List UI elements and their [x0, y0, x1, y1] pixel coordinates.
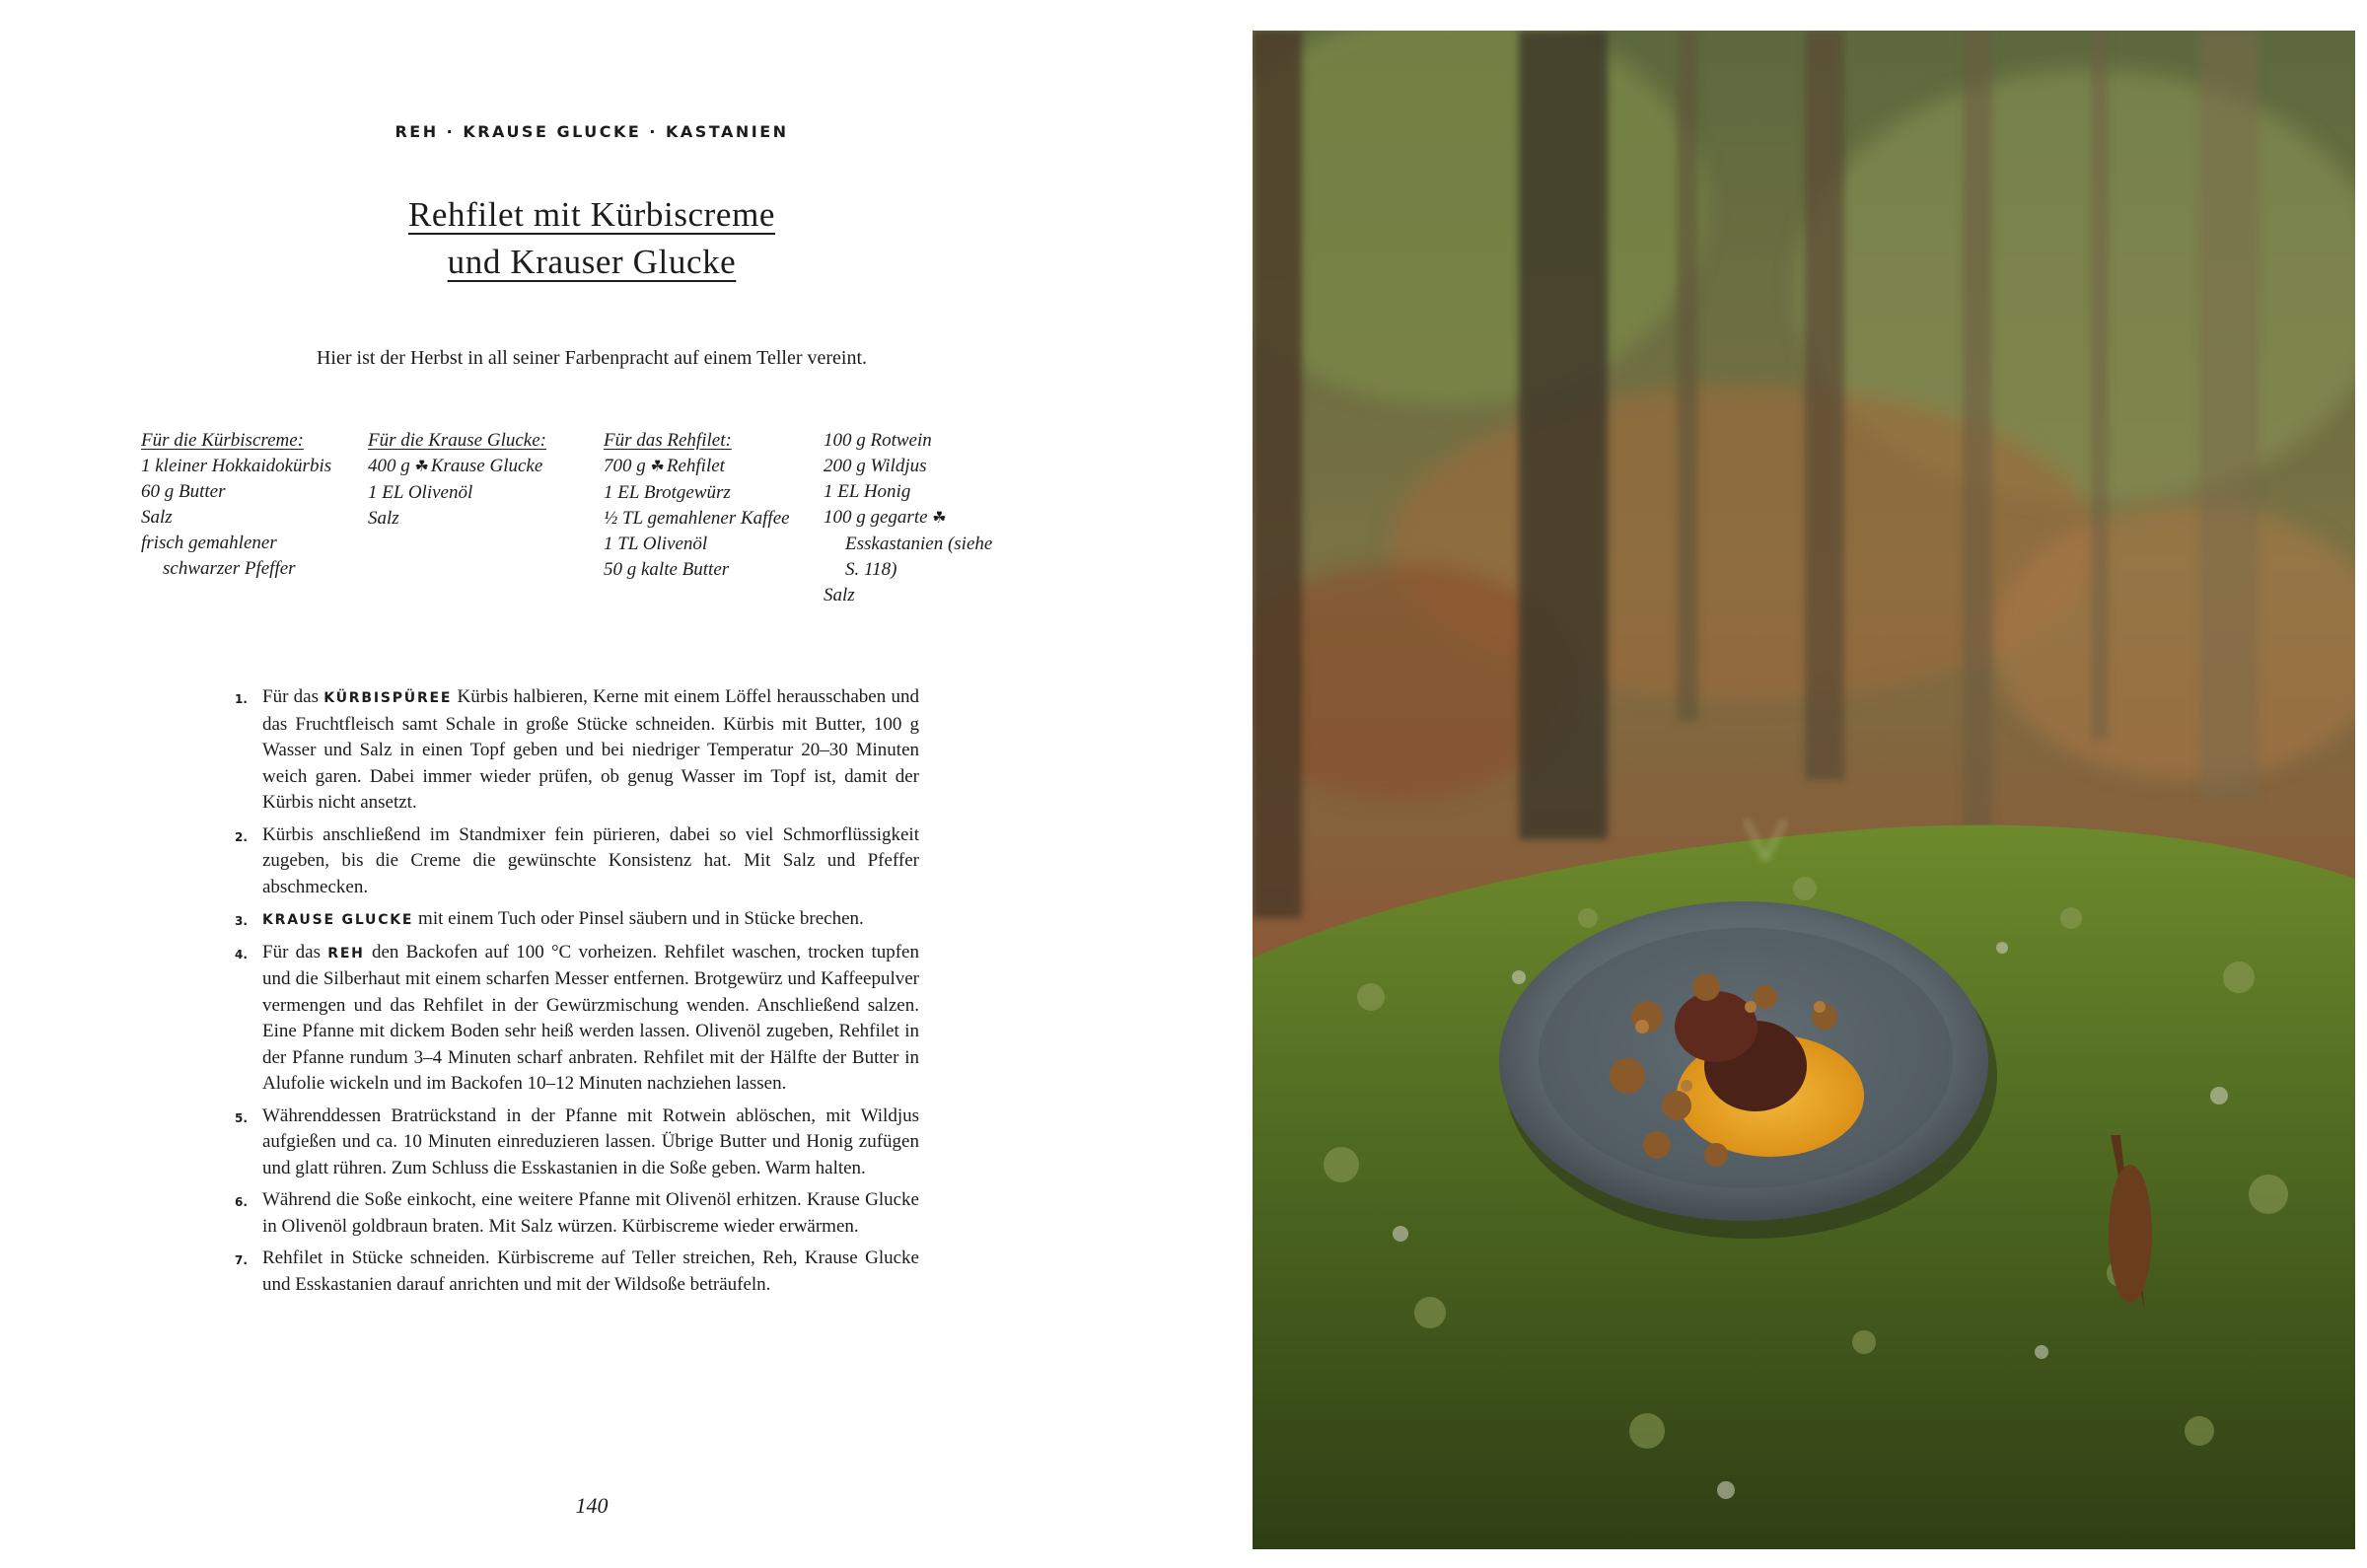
recipe-step: [235, 906, 919, 934]
ingredient-amount: 100 g gegarte: [824, 507, 928, 528]
ingredient-amount: 700 g: [604, 456, 646, 476]
ingredients-kuerbiscreme: [141, 428, 338, 582]
ingredients-krause-glucke: [368, 428, 585, 532]
ingredient-item: 200 g Wildjus: [824, 456, 927, 476]
recipe-intro: Hier ist der Herbst in all seiner Farbenpracht auf einem Teller vereint.: [316, 347, 868, 369]
step-text: Während die Soße einkocht, eine weitere Pfanne mit Olivenöl erhitzen. Krause Glucke in Olivenöl goldbraun braten. Mit Salz würzen. Kürbiscreme wieder erwärmen.: [262, 1189, 919, 1237]
ingredient-item: frisch gemahlener schwarzer Pfeffer: [141, 533, 296, 579]
recipe-step: [235, 1246, 919, 1298]
recipe-step: [235, 1104, 919, 1182]
ingredient-heading: Für die Kürbiscreme:: [141, 430, 304, 451]
step-text: Kürbis halbieren, Kerne mit einem Löffel herausschaben und das Fruchtfleisch samt Schale in große Stücke schneiden. Kürbis mit Butter, 100 g Wasser und Salz in einen Topf geben und bei niedriger Temperatur 20–30 Minuten weich garen. Dabei immer wieder prüfen, ob genug Wasser im Topf ist, damit der Kürbis nicht ansetzt.: [262, 686, 919, 813]
step-intro: Für das: [262, 686, 319, 707]
step-text: mit einem Tuch oder Pinsel säubern und in Stücke brechen.: [418, 908, 864, 929]
step-number: 5.: [235, 1110, 248, 1125]
recipe-title-line-1: Rehfilet mit Kürbiscreme: [407, 195, 776, 234]
ingredient-item: 1 EL Honig: [824, 481, 911, 502]
step-number: 7.: [235, 1253, 248, 1267]
step-number: 6.: [235, 1195, 248, 1209]
ingredient-item: [368, 454, 585, 480]
ingredient-item: 1 EL Olivenöl: [368, 482, 473, 503]
ingredient-item: 60 g Butter: [141, 481, 226, 502]
step-intro: Für das: [262, 941, 321, 962]
step-text: den Backofen auf 100 °C vorheizen. Rehfilet waschen, trocken tupfen und die Silberhaut mit einem scharfen Messer entfernen. Brotgewürz und Kaffeepulver vermengen und das Rehfilet in der Gewürzmischung wenden. Anschließend salzen. Eine Pfanne mit dickem Boden sehr heiß werden lassen. Olivenöl zugeben, Rehfilet in der Pfanne rundum 3–4 Minuten scharf anbraten. Rehfilet mit der Hälfte der Butter in Alufolie wickeln und im Backofen 10–12 Minuten nachziehen lassen.: [262, 941, 919, 1094]
step-number: 1.: [235, 692, 248, 706]
ingredient-name: Rehfilet: [666, 456, 725, 476]
step-number: 4.: [235, 947, 248, 962]
page-number: 140: [575, 1493, 609, 1518]
step-number: 3.: [235, 914, 248, 928]
ingredient-item: 1 kleiner Hokkaidokürbis: [141, 456, 332, 476]
ingredient-item: [824, 505, 996, 583]
recipe-step: [235, 822, 919, 901]
forest-dish-photo: [1253, 31, 2355, 1549]
recipe-step: [235, 684, 919, 817]
ingredient-item: 1 EL Brotgewürz: [604, 482, 731, 503]
leaf-icon: ☘: [650, 459, 665, 475]
ingredient-item: ½ TL gemahlener Kaffee: [604, 508, 790, 529]
ingredient-item: 100 g Rotwein: [824, 430, 932, 451]
ingredient-item: Salz: [824, 585, 855, 606]
recipe-step: [235, 940, 919, 1098]
recipe-title: [0, 191, 1184, 286]
ingredient-item: Salz: [141, 507, 173, 528]
ingredients-rehfilet: [604, 428, 791, 583]
ingredient-name: Krause Glucke: [430, 456, 543, 476]
step-keyword: REH: [327, 945, 365, 962]
ingredient-item: Salz: [368, 508, 399, 529]
ingredient-heading: Für die Krause Glucke:: [368, 430, 546, 451]
ingredient-item: 50 g kalte Butter: [604, 559, 730, 580]
step-text: Rehfilet in Stücke schneiden. Kürbiscreme auf Teller streichen, Reh, Krause Glucke und Esskastanien darauf anrichten und mit der Wildsoße beträufeln.: [262, 1247, 919, 1295]
ingredients-sauce: [824, 428, 996, 608]
ingredient-heading: Für das Rehfilet:: [604, 430, 732, 451]
recipe-category: REH · KRAUSE GLUCKE · KASTANIEN: [394, 122, 789, 141]
leaf-icon: ☘: [932, 510, 947, 527]
recipe-steps: [235, 684, 919, 1304]
ingredient-item: [604, 454, 791, 480]
ingredient-item: 1 TL Olivenöl: [604, 534, 708, 554]
ingredient-amount: 400 g: [368, 456, 410, 476]
step-text: Währenddessen Bratrückstand in der Pfanne mit Rotwein ablöschen, mit Wildjus aufgießen und ca. 10 Minuten einreduzieren lassen. Übrige Butter und Honig zufügen und glatt rühren. Zum Schluss die Esskastanien in die Soße geben. Warm halten.: [262, 1105, 919, 1178]
leaf-icon: ☘: [414, 459, 429, 475]
step-text: Kürbis anschließend im Standmixer fein pürieren, dabei so viel Schmorflüssigkeit zugeben, bis die Creme die gewünschte Konsistenz hat. Mit Salz und Pfeffer abschmecken.: [262, 823, 919, 897]
recipe-title-line-2: und Krauser Glucke: [447, 243, 737, 281]
ingredient-name: Esskastanien (siehe S. 118): [845, 534, 993, 580]
step-keyword: KRAUSE GLUCKE: [262, 912, 414, 928]
step-keyword: KÜRBISPÜREE: [323, 690, 453, 706]
recipe-step: [235, 1187, 919, 1240]
step-number: 2.: [235, 829, 248, 844]
